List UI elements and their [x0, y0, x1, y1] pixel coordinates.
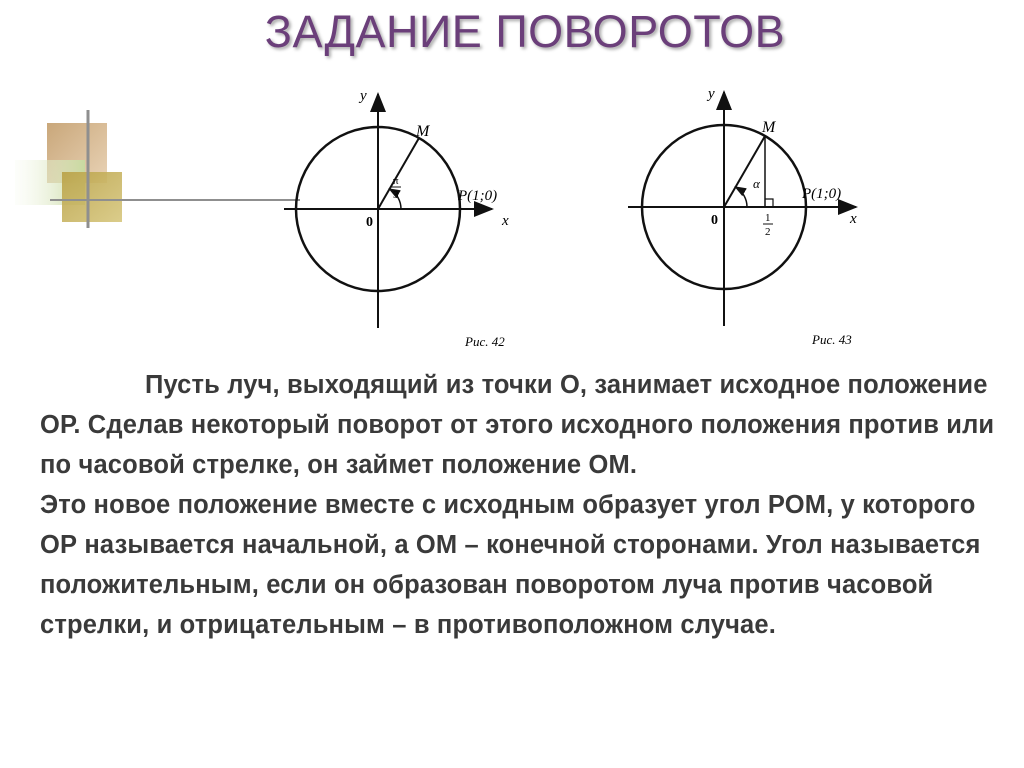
right-angle-mark: [765, 199, 773, 207]
body-text: [40, 365, 1015, 645]
label-x: x: [502, 213, 509, 229]
label-origin: 0: [711, 213, 718, 228]
label-y: y: [360, 88, 367, 104]
angle-numerator: π: [393, 175, 399, 187]
label-m: M: [416, 123, 430, 140]
label-p: P(1;0): [802, 186, 842, 202]
figure-42: [280, 80, 540, 350]
label-origin: 0: [366, 215, 373, 230]
paragraph-2: Это новое положение вместе с исходным образует угол РОМ, у которого ОР называется начальной, а ОМ – конечной сторонами. Угол называется положительным, если он образован поворотом луча против часовой стрелки, и отрицательным – в противоположном случае.: [40, 491, 981, 639]
label-y: y: [708, 86, 715, 102]
angle-denominator: 3: [393, 189, 399, 201]
label-p: P(1;0): [458, 188, 498, 204]
caption-42: Рис. 42: [465, 334, 505, 349]
paragraph-1: Пусть луч, выходящий из точки О, занимает исходное положение ОР. Сделав некоторый поворот от этого исходного положения против или по часовой стрелке, он займет положение ОМ.: [40, 371, 995, 479]
angle-arc: [736, 187, 748, 207]
slide-title: ЗАДАНИЕ ПОВОРОТОВ: [264, 6, 786, 57]
label-x: x: [850, 211, 857, 227]
label-m: M: [762, 119, 776, 136]
half-numerator: 1: [765, 212, 771, 224]
label-alpha: α: [753, 176, 760, 191]
figure-43: [620, 80, 900, 350]
decorative-squares: [0, 100, 300, 240]
half-denominator: 2: [765, 226, 771, 238]
caption-43: Рис. 43: [812, 332, 852, 347]
